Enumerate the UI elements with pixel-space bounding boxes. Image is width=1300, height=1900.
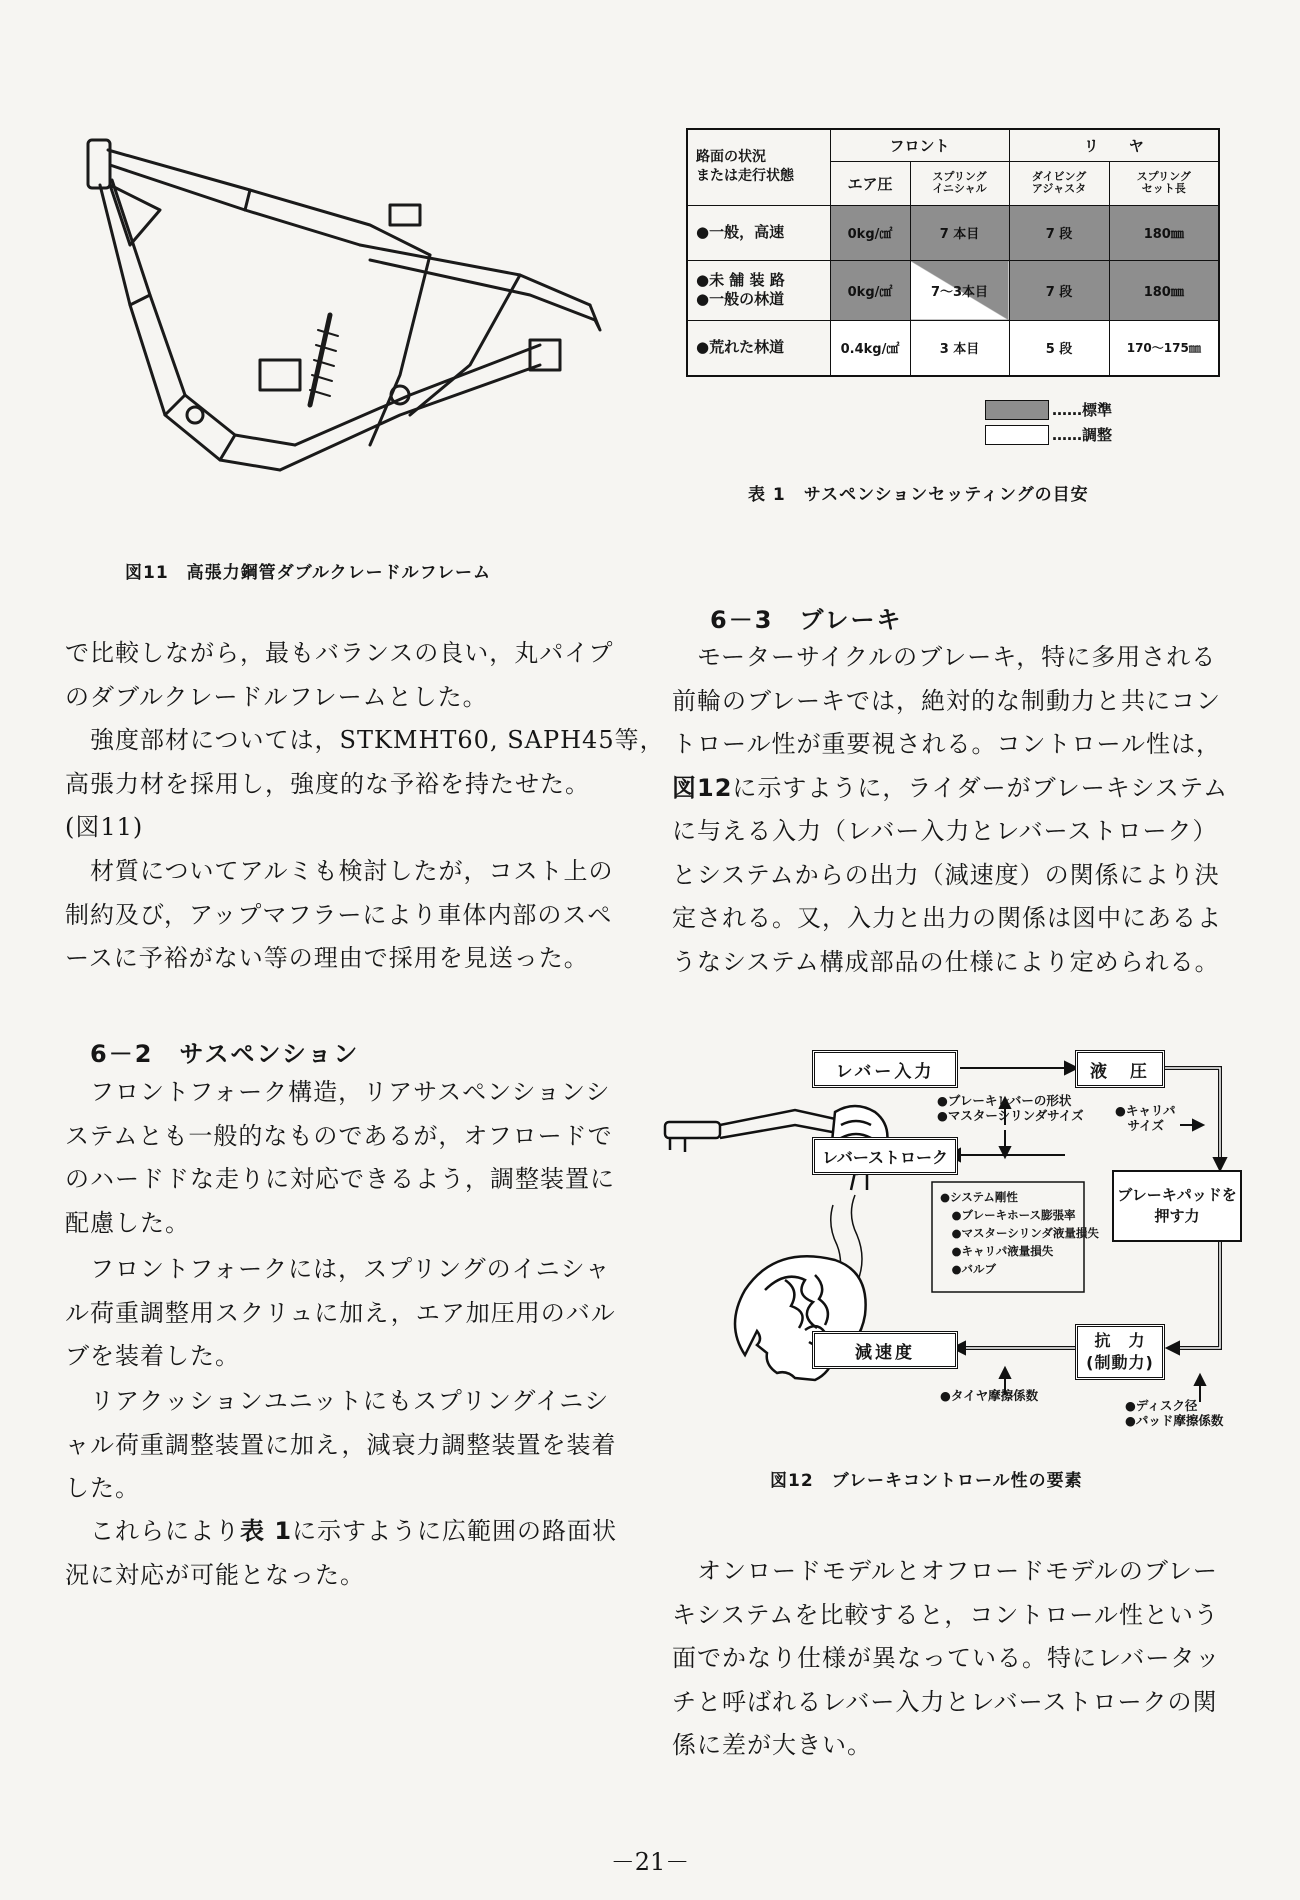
right-paragraph-1-text-a: モーターサイクルのブレーキ，特に多用される 前輪のブレーキでは，絶対的な制動力と共にコン トロール性が重要視される。コントロール性は， [672, 643, 1222, 758]
table-header-front: フロント [830, 129, 1009, 161]
box-lever-stroke: レバーストローク [812, 1137, 958, 1175]
left-paragraph-1: で比較しながら，最もバランスの良い，丸パイプ のダブルクレードルフレームとした。 [65, 639, 614, 711]
box-pad-pressing-force: ブレーキパッドを 押す力 [1112, 1170, 1242, 1242]
legend-standard-label: ……標準 [1052, 401, 1113, 419]
table-cell-damping: 5 段 [1009, 320, 1109, 376]
note-system-rigidity: ●システム剛性 ●ブレーキホース膨張率 ●マスターシリンダ液量損失 ●キャリパ液量損失 ●バルブ [940, 1190, 1099, 1276]
table1-reference: 表 1 [240, 1517, 293, 1545]
table-row [687, 205, 1219, 260]
table-header-condition: 路面の状況 または走行状態 [687, 129, 830, 205]
suspension-setting-table [686, 128, 1220, 377]
table-cell-damping: 7 段 [1009, 260, 1109, 320]
frame-illustration [70, 115, 610, 535]
table-subheader-spring-length: スプリング セット長 [1109, 161, 1219, 205]
left-paragraph-5: フロントフォークには，スプリングのイニシャ ル荷重調整用スクリュに加え，エア加圧用のバル ブを装着した。 [65, 1255, 616, 1370]
section-heading-6-2: 6－2 サスペンション [90, 1040, 360, 1068]
note-caliper-size: ●キャリパ サイズ [1115, 1103, 1176, 1133]
table-cell-damping: 7 段 [1009, 205, 1109, 260]
table-row [687, 320, 1219, 376]
box-deceleration: 減速度 [812, 1331, 958, 1369]
table-cell-condition: ●一般，高速 [687, 205, 830, 260]
table-cell-initial: 7～3本目 [910, 260, 1009, 320]
box-braking-resistance: 抗 力 (制動力) [1075, 1324, 1165, 1380]
left-paragraph-6: リアクッションユニットにもスプリングイニシ ャル荷重調整装置に加え，減衰力調整装置を装着 した。 [65, 1387, 617, 1502]
left-paragraph-2: 強度部材については，STKMHT60, SAPH45等， 高張力材を採用し，強度的な予裕を持たせた。 (図11) [65, 726, 665, 841]
table-cell-air: 0kg/㎠ [830, 205, 910, 260]
legend-adjust-label: ……調整 [1052, 426, 1113, 444]
figure12-caption: 図12 ブレーキコントロール性の要素 [770, 1471, 1083, 1491]
table-subheader-damping: ダイビング アジャスタ [1009, 161, 1109, 205]
right-paragraph-1-text-b: に示すように，ライダーがブレーキシステム に与える入力（レバー入力とレバーストローク） とシステムからの出力（減速度）の関係により決 定される。又，入力と出力の関係は図中にあるよ うなシステム構成部品の仕様により定められる。 [672, 773, 1229, 976]
box-hydraulic-pressure: 液 圧 [1075, 1050, 1165, 1088]
table-row [687, 260, 1219, 320]
right-paragraph-1 [672, 636, 1228, 984]
legend-adjust-swatch [985, 425, 1049, 445]
legend-standard-swatch [985, 400, 1049, 420]
left-paragraph-3: 材質についてアルミも検討したが，コスト上の 制約及び，アップマフラーにより車体内部のスペ ースに予裕がない等の理由で採用を見送った。 [65, 857, 614, 972]
note-disc-pad: ●ディスク径 ●パッド摩擦係数 [1125, 1398, 1224, 1428]
table-subheader-spring-initial: スプリング イニシャル [910, 161, 1009, 205]
note-tire-friction: ●タイヤ摩擦係数 [940, 1388, 1039, 1403]
table-header-rear: リ ヤ [1009, 129, 1219, 161]
table-subheader-air: エア圧 [830, 161, 910, 205]
figure12-reference: 図12 [672, 773, 733, 802]
right-paragraph-2: オンロードモデルとオフロードモデルのブレー キシステムを比較すると，コントロール性という 面でかなり仕様が異なっている。特にレバータッ チと呼ばれるレバー入力とレバーストロークの関 係に差が大きい。 [672, 1557, 1221, 1759]
note-lever-factors: ●ブレーキレバーの形状 ●マスターシリンダサイズ [937, 1093, 1084, 1123]
left-paragraph-7 [65, 1510, 617, 1597]
left-paragraph-4: フロントフォーク構造，リアサスペンションシ ステムとも一般的なものであるが，オフロードで のハードドな走りに対応できるよう，調整装置に 配慮した。 [65, 1078, 615, 1237]
left-paragraph-7-text-a: これらにより [65, 1517, 240, 1545]
table-cell-condition: ●未 舗 装 路 ●一般の林道 [687, 260, 830, 320]
table-cell-condition: ●荒れた林道 [687, 320, 830, 376]
page-number: －21－ [610, 1848, 690, 1876]
box-lever-input: レバー入力 [812, 1050, 958, 1088]
table-cell-initial: 3 本目 [910, 320, 1009, 376]
table-cell-air: 0.4kg/㎠ [830, 320, 910, 376]
table1-caption: 表 1 サスペンションセッティングの目安 [748, 485, 1089, 505]
table-cell-air: 0kg/㎠ [830, 260, 910, 320]
table-cell-length: 180㎜ [1109, 205, 1219, 260]
table-cell-length: 170～175㎜ [1109, 320, 1219, 376]
table-cell-initial: 7 本目 [910, 205, 1009, 260]
table-cell-length: 180㎜ [1109, 260, 1219, 320]
figure11-caption: 図11 高張力鋼管ダブルクレードルフレーム [125, 563, 491, 583]
section-heading-6-3: 6－3 ブレーキ [710, 606, 903, 634]
left-paragraph-7-text-b: に示すように広範囲の路面状 況に対応が可能となった。 [65, 1517, 618, 1589]
